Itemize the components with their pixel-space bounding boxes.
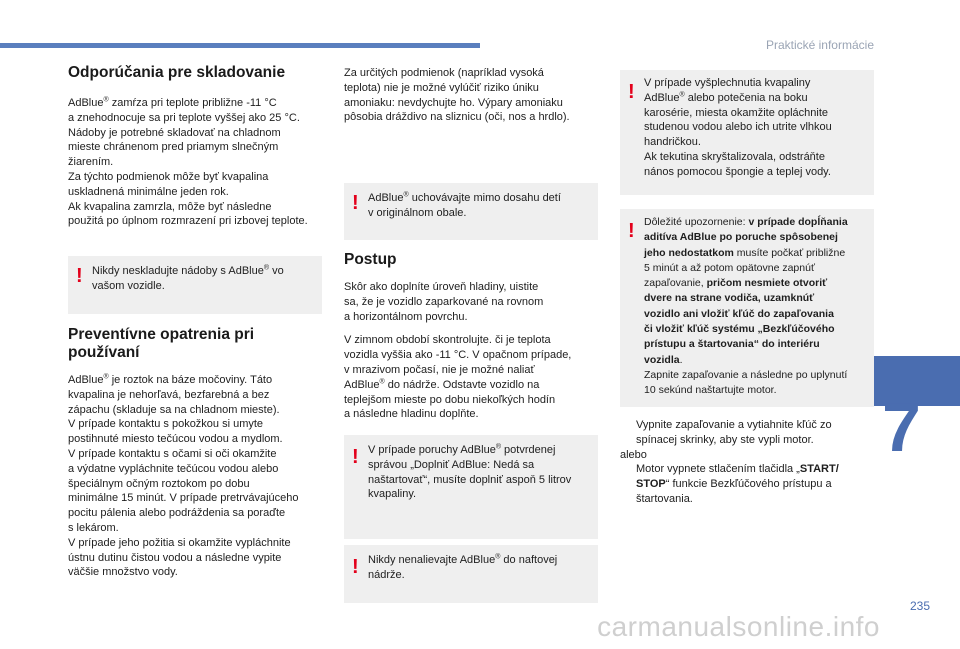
step-ignition-off: Vypnite zapaľovanie a vytiahnite kľúč zo spínacej skrinky, aby ste vypli motor. (636, 419, 832, 446)
warning-icon: ! (352, 192, 359, 214)
watermark: carmanualsonline.info (597, 611, 880, 642)
alternative-label: alebo (620, 448, 647, 461)
header-accent-bar (0, 43, 480, 48)
warning-box-fault: ! V prípade poruchy AdBlue® potvrdenej správou „Doplniť AdBlue: Nedá sa naštartovať“, musíte doplniť aspoň 5 litrov kvapaliny. (344, 435, 598, 539)
warning-icon: ! (352, 446, 359, 468)
warning-box-storage: ! Nikdy neskladujte nádoby s AdBlue® vo vašom vozidle. (68, 256, 322, 314)
warning-icon: ! (352, 556, 359, 578)
page-number: 235 (909, 599, 930, 613)
column-3-steps (620, 418, 876, 507)
chapter-number: 7 (882, 388, 921, 466)
section-title: Praktické informácie (765, 38, 874, 52)
column-2-procedure (344, 251, 600, 422)
warning-box-diesel-tank: ! Nikdy nenalievajte AdBlue® do naftovej nádrže. (344, 545, 598, 603)
precautions-paragraph: AdBlue® je roztok na báze močoviny. Táto kvapalina je nehorľavá, bezfarebná a bez zápachu (skladuje sa na chladnom mieste). V prípade kontaktu s pokožkou si umyte postihnuté miesto tečúcou vodou a mydlom. V prípade kontaktu s očami si oči okamžite a výdatne vypláchnite tečúcou vodou alebo špeciálnym očným roztokom po dobu minimálne 15 minút. V prípade pretrvávajúceho pocitu pálenia alebo podráždenia sa poraďte s lekárom. V prípade jeho požitia si okamžite vypláchnite ústnu dutinu čistou vodou a následne vypite väčšie množstvo vody. (68, 373, 299, 579)
column-1-lower (68, 326, 328, 580)
warning-box-important: ! Dôležité upozornenie: v prípade dopĺňania aditíva AdBlue po poruche spôsobenej jeho nedostatkom musíte počkať približne 5 minút a až potom opätovne zapnúť zapaľovanie, pričom nesmiete otvoriť dvere na strane vodiča, uzamknúť vozidlo ani vložiť kľúč do zapaľovania či vložiť kľúč systému „Bezkľúčového prístupu a štartovania“ do interiéru vozidla. Zapnite zapaľovanie a následne po uplynutí 10 sekúnd naštartujte motor. (620, 209, 874, 407)
warning-box-spill: ! V prípade vyšplechnutia kvapaliny AdBlue® alebo potečenia na boku karosérie, miesta okamžite opláchnite studenou vodou alebo ich utrite vlhkou handričkou. Ak tekutina skryštalizovala, odstráňte nános pomocou špongie a teplej vody. (620, 70, 874, 195)
warning-icon: ! (76, 265, 83, 287)
warning-icon: ! (628, 81, 635, 103)
column-1 (68, 64, 326, 229)
column-2 (344, 66, 600, 125)
heading-procedure: Postup (344, 251, 397, 268)
step-start-stop: Motor vypnete stlačením tlačidla „START/ STOP“ funkcie Bezkľúčového prístupu a štartovania. (636, 463, 839, 505)
heading-storage: Odporúčania pre skladovanie (68, 64, 286, 81)
heading-precautions: Preventívne opatrenia pri používaní (68, 326, 255, 361)
procedure-paragraph-2: V zimnom období skontrolujte. či je teplota vozidla vyššia ako -11 °C. V opačnom prípade, v mrazivom počasí, nie je možné naliať AdBlue® do nádrže. Odstavte vozidlo na teplejšom mieste po dobu niekoľkých hodín a následne hladinu doplňte. (344, 334, 572, 421)
ammonia-paragraph: Za určitých podmienok (napríklad vysoká teplota) nie je možné vylúčiť riziko úniku amoniaku: nevdychujte ho. Výpary amoniaku pôsobia dráždivo na sliznicu (oči, nos a hrdlo). (344, 67, 570, 124)
storage-paragraph: AdBlue® zamŕza pri teplote približne -11 °C a znehodnocuje sa pri teplote vyššej ako 25 °C. Nádoby je potrebné skladovať na chladnom mieste chránenom pred priamym slnečným žiarením. Za týchto podmienok môže byť kvapalina uskladnená minimálne jeden rok. Ak kvapalina zamrzla, môže byť následne použitá po úplnom rozmrazení pri izbovej teplote. (68, 96, 308, 228)
warning-box-children: ! AdBlue® uchovávajte mimo dosahu detí v originálnom obale. (344, 183, 598, 240)
warning-icon: ! (628, 220, 635, 242)
procedure-paragraph-1: Skôr ako doplníte úroveň hladiny, uistite sa, že je vozidlo zaparkované na rovnom a horizontálnom povrchu. (344, 281, 544, 323)
